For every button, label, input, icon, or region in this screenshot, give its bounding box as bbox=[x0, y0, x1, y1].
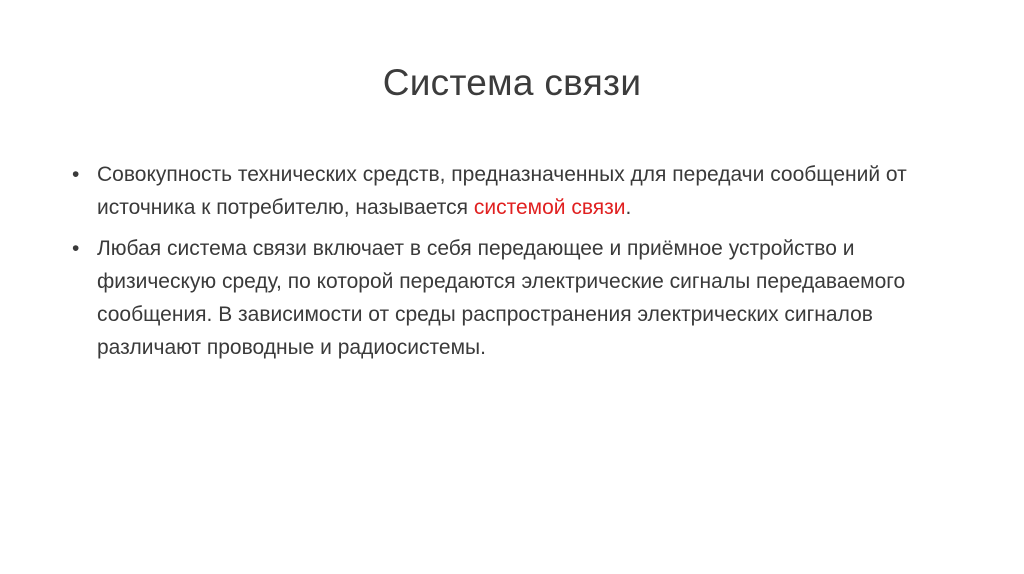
bullet-item-definition bbox=[70, 158, 950, 224]
bullet-item-components bbox=[70, 232, 950, 364]
bullet-marker: • bbox=[72, 237, 80, 260]
bullet-text-before: Совокупность технических средств, предназначенных для передачи сообщений от источника к потребителю, называется bbox=[97, 163, 907, 219]
slide-title: Система связи bbox=[382, 62, 642, 103]
bullet-marker: • bbox=[72, 163, 80, 186]
bullet-list bbox=[70, 158, 950, 364]
highlighted-term: системой связи bbox=[473, 196, 626, 219]
bullet-text: Любая система связи включает в себя передающее и приёмное устройство и физическую среду, по которой передаются электрические сигналы передаваемого сообщения. В зависимости от среды распространения электрических сигналов различают проводные и радиосистемы. bbox=[97, 237, 906, 359]
bullet-text-after: . bbox=[625, 196, 632, 219]
